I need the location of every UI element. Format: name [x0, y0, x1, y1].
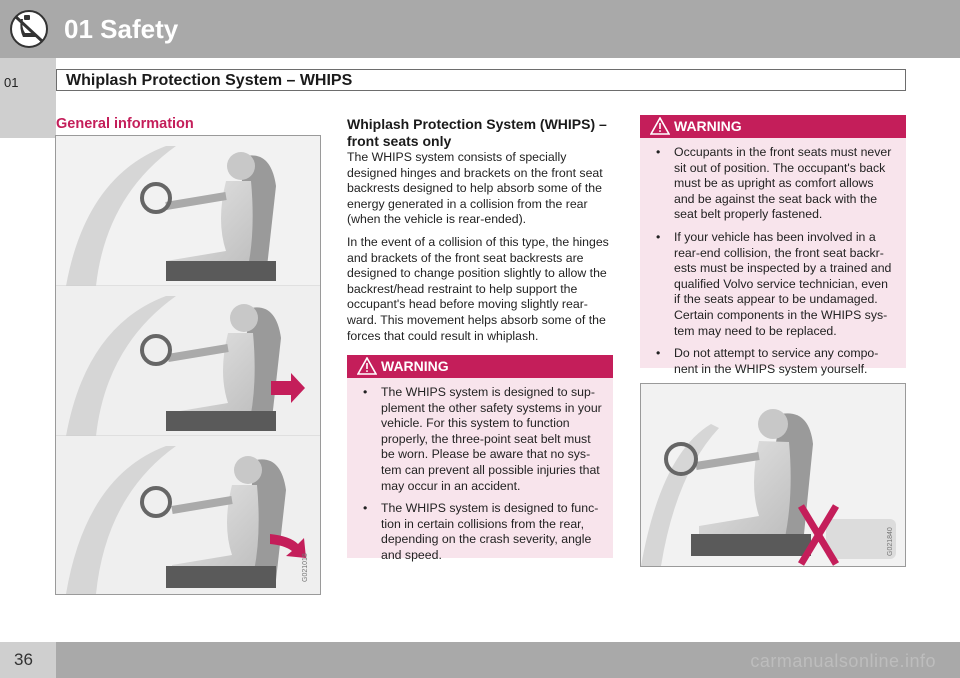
- warning-box: [347, 355, 613, 562]
- image-code: G021018: [302, 553, 309, 582]
- warning-label: WARNING: [674, 118, 742, 134]
- no-seat-icon: [9, 9, 49, 49]
- crash-test-dummy-illustration: [641, 384, 905, 566]
- no-object-behind-seat-illustration: [640, 383, 906, 567]
- whips-sequence-illustration: [55, 135, 321, 595]
- warning-list: [347, 378, 613, 572]
- list-item: • The WHIPS system is designed to func-tion in certain collisions from the rear, depending on the crash severity, angle and speed.: [363, 501, 599, 562]
- warning-header: [347, 355, 613, 378]
- chapter-side-tab: [0, 58, 56, 138]
- chapter-title: 01 Safety: [64, 14, 179, 44]
- warning-triangle-icon: [650, 117, 670, 135]
- list-item: • If your vehicle has been involved in a rear-end collision, the front seat backr-ests must be inspected by a trained and qualified Volvo service technician, even if the seats appear to be undamaged. Certain components in the WHIPS sys-tem may need to be replaced.: [656, 229, 892, 338]
- image-code: G021840: [887, 527, 894, 556]
- warning-label: WARNING: [381, 358, 449, 374]
- crash-test-dummy-illustration: [56, 136, 320, 594]
- list-item: • The WHIPS system is designed to sup-plement the other safety systems in your vehicle. For this system to function properly, the three-point seat belt must be worn. Please be aware that no sys-tem can prevent all possible injuries that may occur in an accident.: [363, 385, 602, 493]
- side-tab-label: 01: [4, 75, 19, 90]
- watermark: carmanualsonline.info: [750, 651, 936, 671]
- warning-triangle-icon: [357, 357, 377, 375]
- header-icon-area: [0, 0, 56, 58]
- warning-header: [640, 115, 906, 138]
- list-item: • Do not attempt to service any compo-nent in the WHIPS system yourself.: [656, 346, 879, 376]
- warning-list: [640, 138, 906, 385]
- whips-subheading: Whiplash Protection System (WHIPS) – front seats only: [347, 116, 607, 149]
- list-item: • Occupants in the front seats must never sit out of position. The occupant's back must be as upright as comfort allows and be against the seat back with the seat belt properly fastened.: [656, 145, 892, 222]
- body-paragraph: The WHIPS system consists of specially designed hinges and brackets on the front seat backrests designed to help absorb some of the energy generated in a collision from the rear (when the vehicle is rear-ended).: [347, 150, 603, 227]
- warning-box: [640, 115, 906, 376]
- body-paragraph: In the event of a collision of this type, the hinges and brackets of the front seat backrests are designed to change position slightly to allow the backrest/head restraint to help support the occupant's head before moving slightly rear-ward. This movement helps absorb some of the forces that could result in whiplash.: [347, 234, 609, 343]
- general-info-heading: General information: [56, 116, 194, 132]
- page-number: 36: [14, 650, 33, 669]
- section-title: Whiplash Protection System – WHIPS: [56, 69, 906, 91]
- middle-column: [347, 116, 613, 351]
